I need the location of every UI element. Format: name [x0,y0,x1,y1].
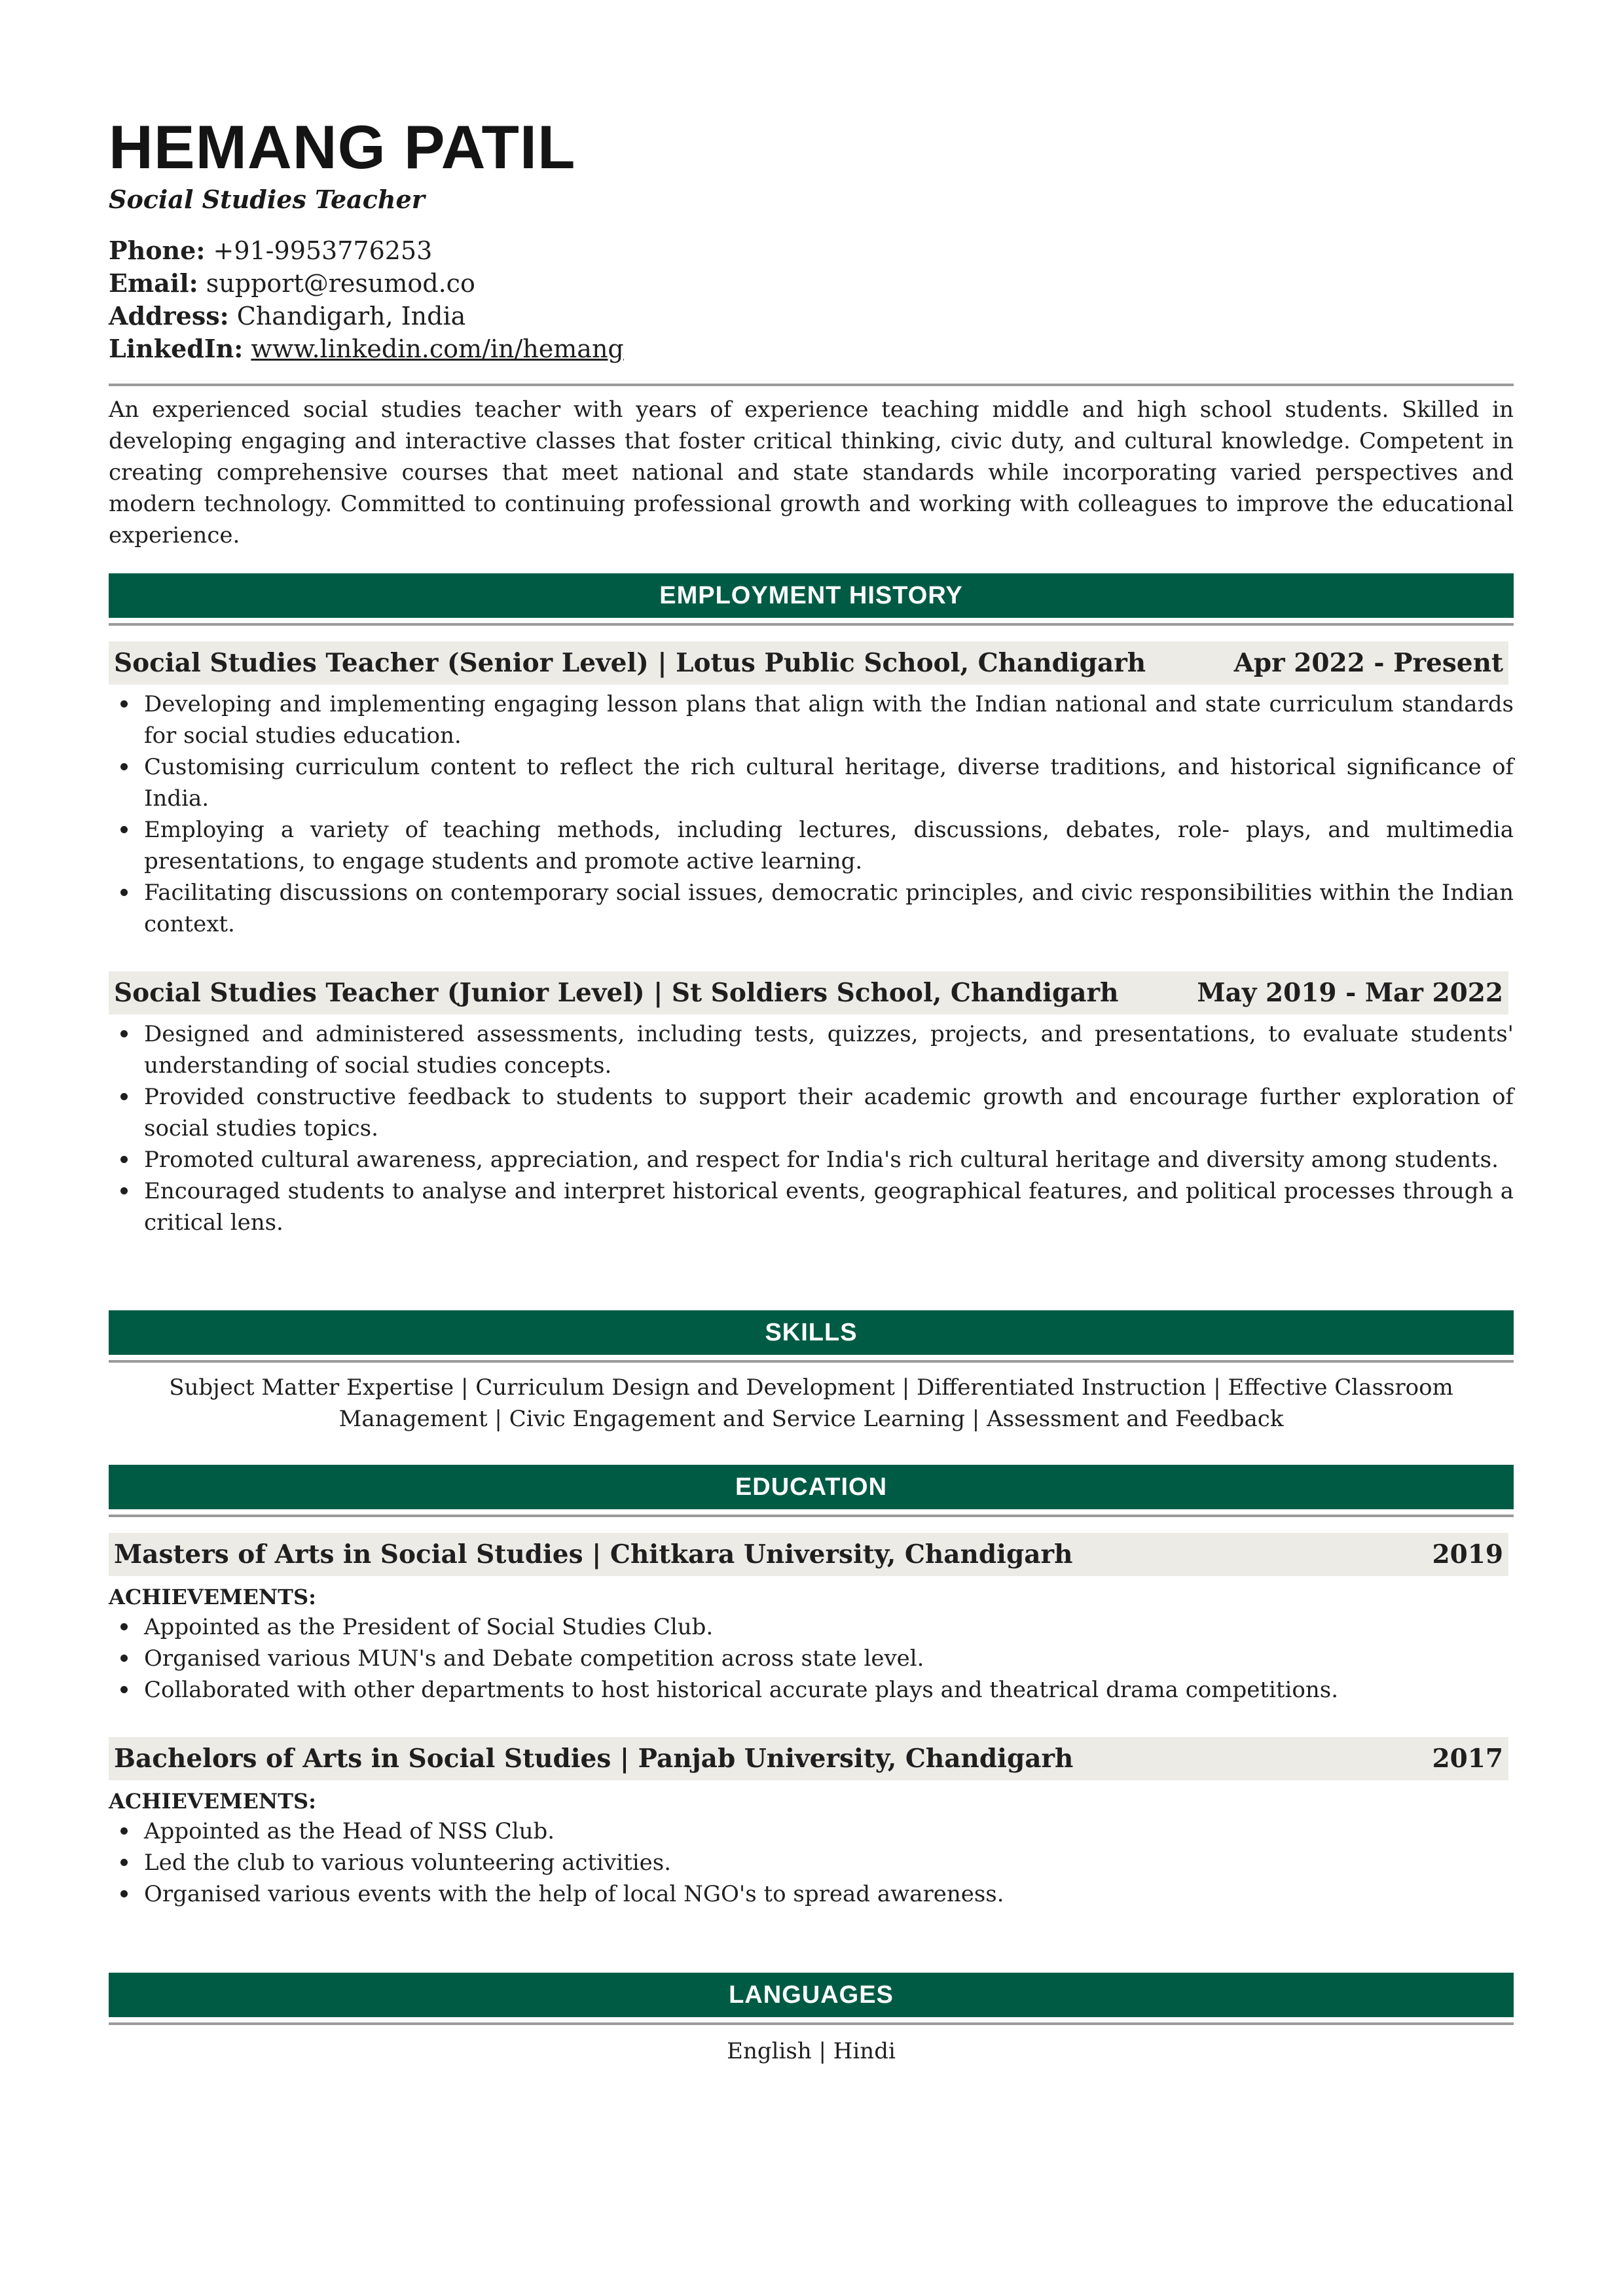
languages-section [109,1973,1514,2067]
education-heading: EDUCATION [109,1465,1514,1509]
list-item: Appointed as the Head of NSS Club. [109,1816,1514,1847]
employment-heading: EMPLOYMENT HISTORY [109,573,1514,618]
skills-heading: SKILLS [109,1310,1514,1355]
education-year: 2017 [1432,1744,1503,1774]
list-item: Provided constructive feedback to students to support their academic growth and encourage further exploration of social studies topics. [109,1081,1514,1144]
address-row [109,300,1514,332]
education-divider [109,1515,1514,1517]
list-item: Facilitating discussions on contemporary social issues, democratic principles, and civic responsibilities within the Indian context. [109,877,1514,940]
achievement-bullets [109,1816,1514,1910]
phone-label: Phone: [109,236,206,265]
resume-content [109,111,1514,2067]
achievement-bullets [109,1611,1514,1706]
phone-row [109,234,1514,267]
job-role: Social Studies Teacher (Junior Level) | St Soldiers School, Chandigarh [114,978,1119,1008]
skills-list: Subject Matter Expertise | Curriculum Design and Development | Differentiated Instruction | Effective Classroom Management | Civic Engagement and Service Learning | Assessment and Feedback [169,1374,1453,1432]
employment-section [109,573,1514,1238]
job-header [109,641,1508,685]
candidate-name: HEMANG PATIL [109,113,576,181]
email-row [109,267,1514,300]
email-label: Email: [109,268,198,298]
employment-divider [109,623,1514,626]
languages-divider [109,2022,1514,2025]
job-header [109,971,1508,1014]
list-item: Designed and administered assessments, including tests, quizzes, projects, and presentations, to evaluate students' understanding of social studies concepts. [109,1018,1514,1081]
address-value: Chandigarh, India [236,302,466,331]
achievements-label: ACHIEVEMENTS: [109,1789,316,1814]
list-item: Led the club to various volunteering activities. [109,1847,1514,1878]
list-item: Customising curriculum content to reflect the rich cultural heritage, diverse traditions, and historical significance of India. [109,751,1514,814]
address-label: Address: [109,301,229,331]
phone-value: +91-9953776253 [213,236,433,265]
skills-section [109,1310,1514,1435]
job-dates: May 2019 - Mar 2022 [1197,978,1503,1008]
education-header [109,1533,1508,1576]
education-section [109,1465,1514,1910]
job-role: Social Studies Teacher (Senior Level) | Lotus Public School, Chandigarh [114,648,1146,678]
professional-summary: An experienced social studies teacher with years of experience teaching middle and high school students. Skilled in developing engaging and interactive classes that foster critical thinking, civic duty, and cultural knowledge. Competent in creating comprehensive courses that meet national and state standards while incorporating varied perspectives and modern technology. Committed to continuing professional growth and working with colleagues to improve the educational experience. [109,397,1514,548]
languages-list: English | Hindi [727,2038,896,2064]
list-item: Appointed as the President of Social Studies Club. [109,1611,1514,1643]
header-divider [109,384,1514,386]
job-bullets [109,1018,1514,1238]
linkedin-row [109,332,1514,365]
education-degree: Bachelors of Arts in Social Studies | Panjab University, Chandigarh [114,1744,1074,1774]
achievements-label: ACHIEVEMENTS: [109,1585,316,1609]
list-item: Employing a variety of teaching methods, including lectures, discussions, debates, role- plays, and multimedia presentations, to engage students and promote active learning. [109,814,1514,877]
skills-divider [109,1360,1514,1363]
list-item: Encouraged students to analyse and interpret historical events, geographical features, and political processes through a critical lens. [109,1175,1514,1238]
candidate-title: Social Studies Teacher [109,185,425,214]
linkedin-link[interactable]: www.linkedin.com/in/hemang [251,334,624,363]
list-item: Promoted cultural awareness, appreciation, and respect for India's rich cultural heritage and diversity among students. [109,1144,1514,1175]
job-dates: Apr 2022 - Present [1233,648,1503,678]
list-item: Collaborated with other departments to host historical accurate plays and theatrical drama competitions. [109,1674,1514,1706]
email-value: support@resumod.co [206,269,475,298]
languages-heading: LANGUAGES [109,1973,1514,2017]
list-item: Developing and implementing engaging lesson plans that align with the Indian national and state curriculum standards for social studies education. [109,689,1514,751]
list-item: Organised various MUN's and Debate competition across state level. [109,1643,1514,1674]
education-degree: Masters of Arts in Social Studies | Chitkara University, Chandigarh [114,1539,1073,1570]
linkedin-label: LinkedIn: [109,334,244,363]
education-header [109,1737,1508,1780]
contact-block [109,234,1514,365]
job-bullets [109,689,1514,940]
list-item: Organised various events with the help of local NGO's to spread awareness. [109,1878,1514,1910]
education-year: 2019 [1432,1539,1503,1570]
